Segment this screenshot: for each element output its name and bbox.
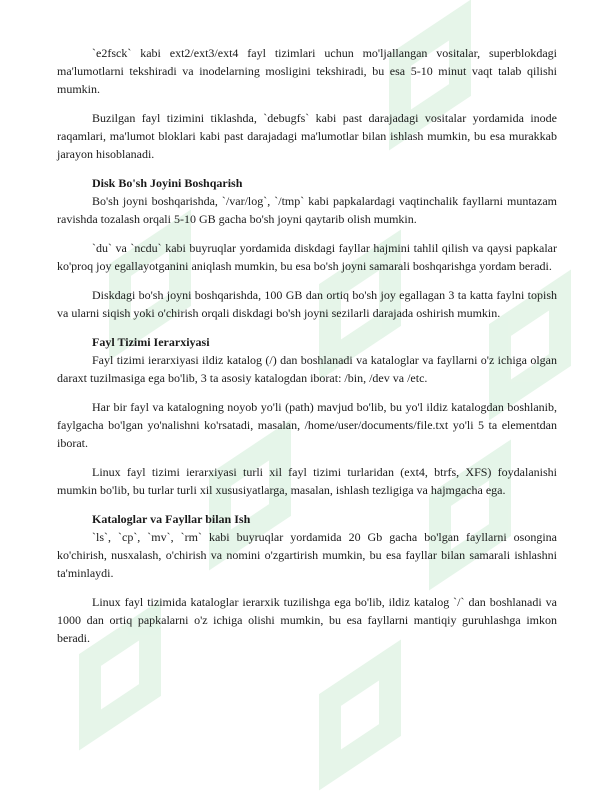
section-heading: Kataloglar va Fayllar bilan Ish xyxy=(92,512,251,526)
section-heading: Disk Bo'sh Joyini Boshqarish xyxy=(92,176,243,190)
paragraph: Linux fayl tizimida kataloglar ierarxik tuzilishga ega bo'lib, ildiz katalog `/` dan boshlanadi va 1000 dan ortiq papkalarni o'z ichiga olishi mumkin, bu esa fayllarni mantiqiy guruhlashga imkon beradi. xyxy=(57,595,557,645)
paragraph: Buzilgan fayl tizimini tiklashda, `debugfs` kabi past darajadagi vositalar yordamida inode raqamlari, ma'lumot bloklari kabi past darajadagi ma'lumotlar bilan ishlash mumkin, bu esa murakkab jarayon hisoblanadi. xyxy=(57,111,557,161)
paragraph: Linux fayl tizimi ierarxiyasi turli xil fayl tizimi turlaridan (ext4, btrfs, XFS) foydalanishi mumkin bo'lib, bu turlar turli xil xususiyatlarga, masalan, ishlash tezligiga va hajmgacha ega. xyxy=(57,465,557,497)
paragraph: Fayl tizimi ierarxiyasi ildiz katalog (/) dan boshlanadi va kataloglar va fayllarni o'z ichiga olgan daraxt tuzilmasiga ega bo'lib, 3 ta asosiy katalogdan iborat: /bin, /dev va /etc. xyxy=(57,353,557,385)
paragraph: Bo'sh joyni boshqarishda, `/var/log`, `/tmp` kabi papkalardagi vaqtinchalik fayllarni muntazam ravishda tozalash orqali 5-10 GB gacha bo'sh joyni qaytarib olish mumkin. xyxy=(57,194,557,226)
paragraph: Har bir fayl va katalogning noyob yo'li (path) mavjud bo'lib, bu yo'l ildiz katalogdan boshlanib, faylgacha bo'lgan yo'nalishni ko'rsatadi, masalan, /home/user/documents/file.txt yo'li 5 ta elementdan iborat. xyxy=(57,400,557,450)
paragraph: Diskdagi bo'sh joyni boshqarishda, 100 GB dan ortiq bo'sh joy egallagan 3 ta katta faylni topish va ularni siqish yoki o'chirish orqali diskdagi bo'sh joyni sezilarli darajada oshirish mumkin. xyxy=(57,288,557,320)
paragraph: `du` va `ncdu` kabi buyruqlar yordamida diskdagi fayllar hajmini tahlil qilish va qaysi papkalar ko'proq joy egallayotganini aniqlash mumkin, bu esa bo'sh joyni samarali boshqarishga yordam beradi. xyxy=(57,241,557,273)
document-body xyxy=(57,44,557,647)
section-heading: Fayl Tizimi Ierarxiyasi xyxy=(92,335,210,349)
paragraph: `ls`, `cp`, `mv`, `rm` kabi buyruqlar yordamida 20 Gb gacha bo'lgan fayllarni osongina ko'chirish, nusxalash, o'chirish va nomini o'zgartirish mumkin, bu esa fayllar bilan samarali ishlashni ta'minlaydi. xyxy=(57,530,557,580)
paragraph: `e2fsck` kabi ext2/ext3/ext4 fayl tizimlari uchun mo'ljallangan vositalar, superblokdagi ma'lumotlarni tekshiradi va inodelarning mosligini tekshiradi, bu esa 5-10 minut vaqt talab qilishi mumkin. xyxy=(57,46,557,96)
